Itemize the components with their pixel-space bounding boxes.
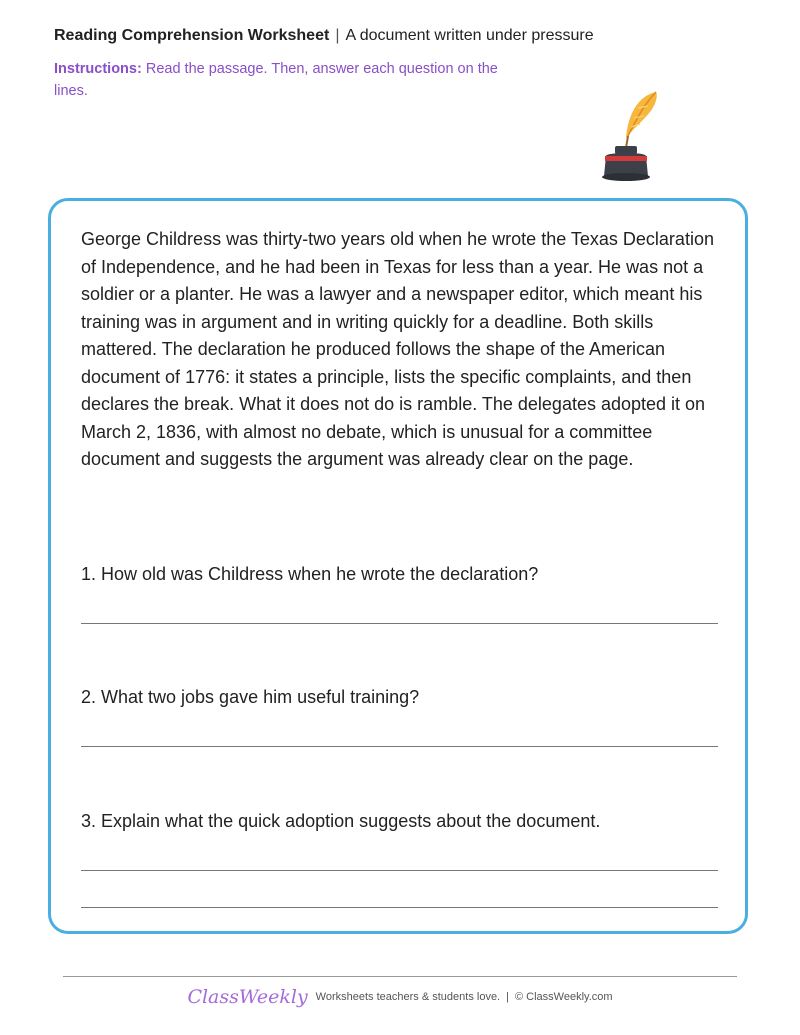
answer-line-2 bbox=[81, 746, 718, 747]
footer bbox=[0, 986, 800, 1008]
answer-line-3a bbox=[81, 870, 718, 871]
footer-tagline: Worksheets teachers & students love. bbox=[315, 991, 501, 1003]
brand-logo: ClassWeekly bbox=[187, 986, 308, 1008]
footer-divider bbox=[63, 976, 737, 977]
footer-copyright: © ClassWeekly.com bbox=[514, 991, 613, 1003]
instructions-label: Instructions: bbox=[54, 61, 142, 77]
instructions-text: Read the passage. Then, answer each question on the lines. bbox=[54, 61, 498, 99]
quill-inkwell-icon bbox=[598, 86, 670, 186]
footer-separator: | bbox=[506, 991, 509, 1003]
reading-passage: George Childress was thirty-two years old when he wrote the Texas Declaration of Independence, and he had been in Texas for less than a year. He was not a soldier or a planter. He was a lawyer and a newspaper editor, which meant his training was in argument and in writing quickly for a deadline. Both skills mattered. The declaration he produced follows the shape of the American document of 1776: it states a principle, lists the specific complaints, and then declares the break. What it does not do is ramble. The delegates adopted it on March 2, 1836, with almost no debate, which is unusual for a committee document and suggests the argument was already clear on the page. bbox=[81, 229, 714, 469]
worksheet-header bbox=[54, 27, 594, 45]
answer-line-3b bbox=[81, 907, 718, 908]
question-1: 1. How old was Childress when he wrote the declaration? bbox=[81, 564, 539, 584]
worksheet-title: Reading Comprehension Worksheet bbox=[54, 27, 330, 44]
question-2: 2. What two jobs gave him useful training? bbox=[81, 687, 420, 707]
answer-line-1 bbox=[81, 623, 718, 624]
question-3: 3. Explain what the quick adoption suggests about the document. bbox=[81, 811, 601, 831]
header-separator: | bbox=[335, 27, 340, 44]
worksheet-subtitle: A document written under pressure bbox=[345, 27, 594, 44]
instructions bbox=[54, 58, 524, 102]
